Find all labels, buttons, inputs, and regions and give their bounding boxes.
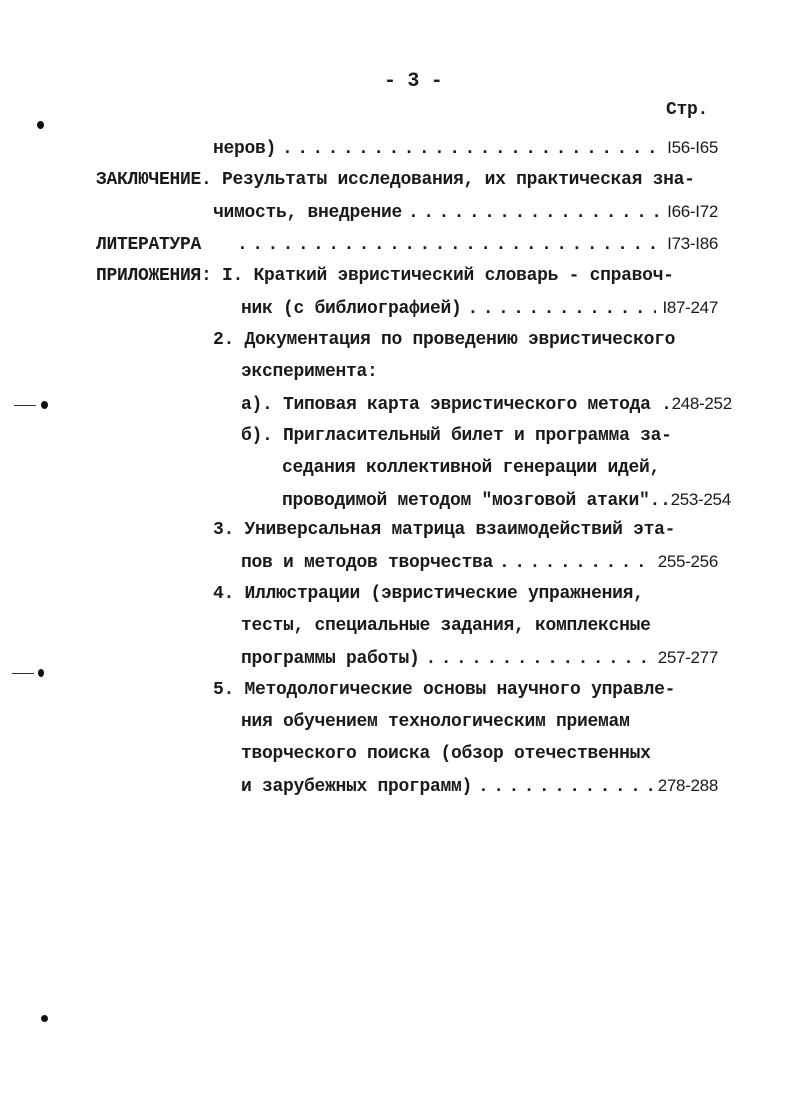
toc-entry: ния обучением технологическим приемам — [241, 712, 630, 732]
toc-entry: седания коллективной генерации идей, — [282, 458, 661, 478]
toc-entry — [282, 489, 731, 512]
toc-entry: 4. Иллюстрации (эвристические упражнения, — [213, 584, 644, 604]
toc-entry: 2. Документация по проведению эвристического — [213, 330, 676, 350]
entry-text: чимость, внедрение — [213, 203, 403, 223]
dot-leader — [282, 138, 661, 160]
toc-entry: 5. Методологические основы научного управле- — [213, 680, 676, 700]
entry-text: пов и методов творчества — [241, 553, 494, 573]
entry-text: неров) — [213, 139, 277, 159]
dot-leader — [499, 552, 652, 574]
binding-hole-mark — [41, 1015, 48, 1022]
entry-pages: 278-288 — [657, 776, 718, 795]
entry-text: программы работы) — [241, 649, 420, 669]
toc-entry — [241, 551, 718, 574]
entry-text: ник (с библиографией) — [241, 299, 462, 319]
toc-entry — [96, 233, 718, 256]
entry-pages: I56-I65 — [667, 138, 718, 157]
toc-entry — [241, 297, 718, 320]
toc-entry: б). Пригласительный билет и программа за- — [241, 426, 672, 446]
toc-entry: тесты, специальные задания, комплексные — [241, 616, 651, 636]
toc-entry — [213, 137, 718, 160]
entry-pages: I73-I86 — [667, 234, 718, 253]
entry-pages: 253-254 — [670, 490, 731, 509]
binding-hole-mark — [38, 669, 44, 677]
toc-entry — [241, 775, 718, 798]
toc-entry — [213, 201, 718, 224]
dot-leader — [426, 648, 652, 670]
toc-entry: эксперимента: — [241, 362, 378, 382]
dot-leader — [237, 234, 661, 256]
toc-entry: ПРИЛОЖЕНИЯ: I. Краткий эвристический словарь - справоч- — [96, 266, 674, 286]
toc-entry: ЗАКЛЮЧЕНИЕ. Результаты исследования, их практическая зна- — [96, 170, 695, 190]
entry-pages: 248-252 — [671, 394, 732, 413]
toc-entry: 3. Универсальная матрица взаимодействий эта- — [213, 520, 676, 540]
toc-entry — [241, 647, 718, 670]
entry-text: а). Типовая карта эвристического метода . — [241, 395, 672, 415]
entry-text: ЛИТЕРАТУРА — [96, 235, 202, 255]
margin-dash — [12, 673, 34, 674]
entry-pages: 255-256 — [657, 552, 718, 571]
binding-hole-mark — [37, 121, 44, 129]
entry-pages: 257-277 — [657, 648, 718, 667]
entry-pages: I87-247 — [662, 298, 718, 317]
entry-text: и зарубежных программ) — [241, 777, 473, 797]
margin-dash — [14, 405, 36, 406]
toc-entry — [241, 393, 732, 416]
dot-leader — [468, 298, 657, 320]
binding-hole-mark — [41, 401, 48, 409]
toc-entry: творческого поиска (обзор отечественных — [241, 744, 651, 764]
entry-pages: I66-I72 — [667, 202, 718, 221]
pages-column-header: Стр. — [666, 100, 709, 120]
entry-text: проводимой методом "мозговой атаки".. — [282, 491, 671, 511]
dot-leader — [408, 202, 661, 224]
page-number: - 3 - — [384, 70, 443, 93]
dot-leader — [478, 776, 652, 798]
